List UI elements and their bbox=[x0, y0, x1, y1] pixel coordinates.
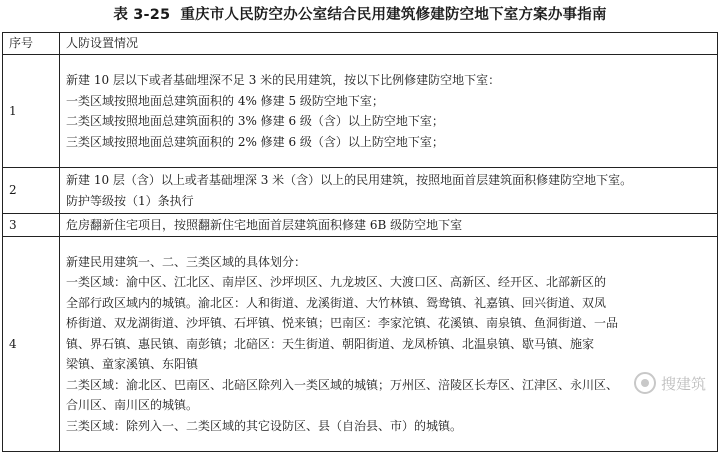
row-line: 三类区域按照地面总建筑面积的 2% 修建 6 级（含）以上防空地下室； bbox=[66, 134, 444, 149]
table-number: 表 3-25 bbox=[113, 7, 171, 23]
row-line: 合川区、南川区的城镇。 bbox=[66, 398, 199, 413]
table-title bbox=[0, 0, 720, 30]
row-content bbox=[60, 168, 718, 214]
row-line: 危房翻新住宅项目，按照翻新住宅地面首层建筑面积修建 6B 级防空地下室 bbox=[66, 217, 463, 232]
row-line: 新建民用建筑一、二、三类区域的具体划分： bbox=[66, 254, 307, 269]
row-content bbox=[60, 55, 718, 168]
row-line: 新建 10 层（含）以上或者基础埋深 3 米（含）以上的民用建筑，按照地面首层建筑面积修建防空地下室。 bbox=[66, 173, 633, 187]
row-line: 三类区域：除列入一、二类区域的其它设防区、县（自治县、市）的城镇。 bbox=[66, 418, 463, 433]
row-line: 二类区域按照地面总建筑面积的 3% 修建 6 级（含）以上防空地下室； bbox=[66, 114, 444, 128]
row-line: 新建 10 层以下或者基础埋深不足 3 米的民用建筑，按以下比例修建防空地下室： bbox=[66, 73, 501, 87]
row-line: 全部行政区域内的城镇。渝北区：人和街道、龙溪街道、大竹林镇、鸳鸯镇、礼嘉镇、回兴街道、双凤 bbox=[66, 295, 607, 310]
row-number: 4 bbox=[3, 237, 60, 452]
row-line: 一类区域：渝中区、江北区、南岸区、沙坪坝区、九龙坡区、大渡口区、高新区、经开区、北部新区的 bbox=[66, 275, 607, 290]
row-line: 防护等级按（1）条执行 bbox=[66, 193, 194, 208]
table-row bbox=[3, 237, 718, 452]
row-line: 二类区域：渝北区、巴南区、北碚区除列入一类区域的城镇；万州区、涪陵区长寿区、江津区、永川区、 bbox=[66, 377, 619, 392]
row-content bbox=[60, 214, 718, 237]
table-row bbox=[3, 55, 718, 168]
table-caption: 重庆市人民防空办公室结合民用建筑修建防空地下室方案办事指南 bbox=[180, 7, 607, 23]
header-number: 序号 bbox=[3, 33, 60, 55]
table-row bbox=[3, 214, 718, 237]
table-row bbox=[3, 168, 718, 214]
row-content bbox=[60, 237, 718, 452]
row-line: 一类区域按照地面总建筑面积的 4% 修建 5 级防空地下室； bbox=[66, 93, 384, 108]
row-number: 3 bbox=[3, 214, 60, 237]
row-line: 桥街道、双龙湖街道、沙坪镇、石坪镇、悦来镇；巴南区：李家沱镇、花溪镇、南泉镇、鱼洞街道、一品 bbox=[66, 316, 619, 331]
row-number: 1 bbox=[3, 55, 60, 168]
row-line: 梁镇、童家溪镇、东阳镇 bbox=[66, 357, 199, 372]
row-number: 2 bbox=[3, 168, 60, 214]
watermark bbox=[634, 372, 706, 394]
header-setting: 人防设置情况 bbox=[60, 33, 718, 55]
guide-table bbox=[2, 32, 718, 452]
row-line: 镇、界石镇、惠民镇、南彭镇；北碚区：天生街道、朝阳街道、龙凤桥镇、北温泉镇、歇马镇、施家 bbox=[66, 336, 595, 351]
table-header-row bbox=[3, 33, 718, 55]
watermark-logo-icon bbox=[634, 372, 656, 394]
watermark-text: 搜建筑 bbox=[660, 374, 706, 393]
